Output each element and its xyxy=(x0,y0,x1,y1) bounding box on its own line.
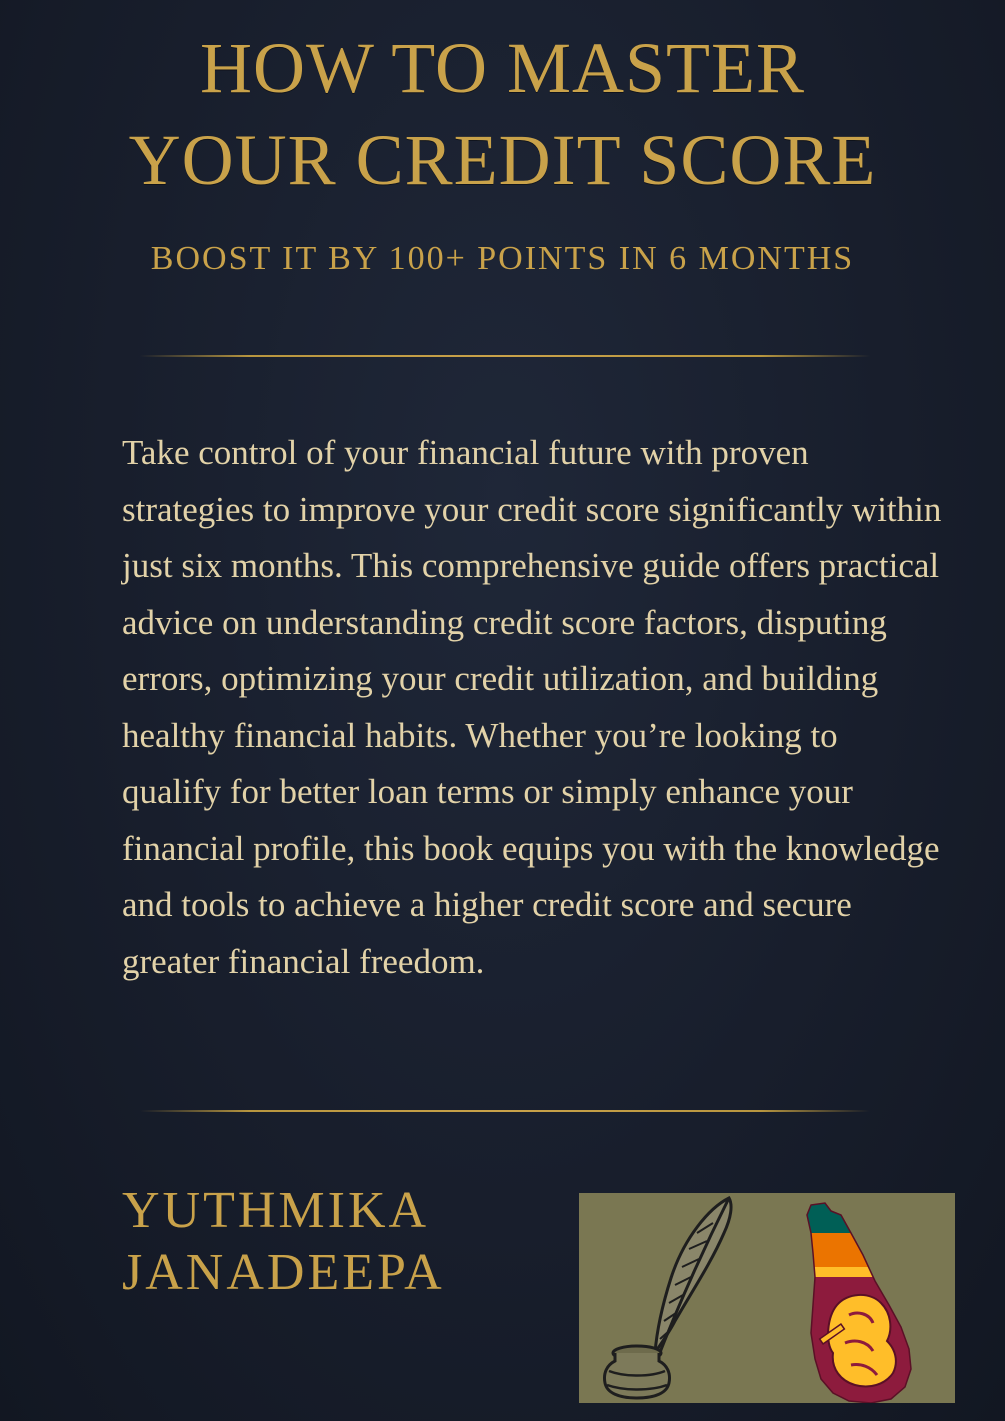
top-divider xyxy=(140,355,870,357)
book-title xyxy=(0,22,1005,206)
title-line-2: YOUR CREDIT SCORE xyxy=(128,120,877,200)
book-subtitle: BOOST IT BY 100+ POINTS IN 6 MONTHS xyxy=(150,240,855,277)
title-line-1: HOW TO MASTER xyxy=(199,28,806,108)
book-description: Take control of your financial future with proven strategies to improve your credit score significantly within just six months. This comprehensive guide offers practical advice on understanding credit score factors, disputing errors, optimizing your credit utilization, and building healthy financial habits. Whether you’re looking to qualify for better loan terms or simply enhance your financial profile, this book equips you with the knowledge and tools to achieve a higher credit score and secure greater financial freedom. xyxy=(122,433,942,981)
author-first-name: YUTHMIKA xyxy=(122,1182,430,1239)
bottom-divider xyxy=(140,1110,870,1112)
publisher-logo xyxy=(579,1193,955,1403)
author-name xyxy=(122,1180,445,1304)
sri-lanka-map-icon xyxy=(799,1193,919,1403)
quill-ink-pot-icon xyxy=(604,1198,731,1398)
author-last-name: JANADEEPA xyxy=(122,1244,445,1301)
